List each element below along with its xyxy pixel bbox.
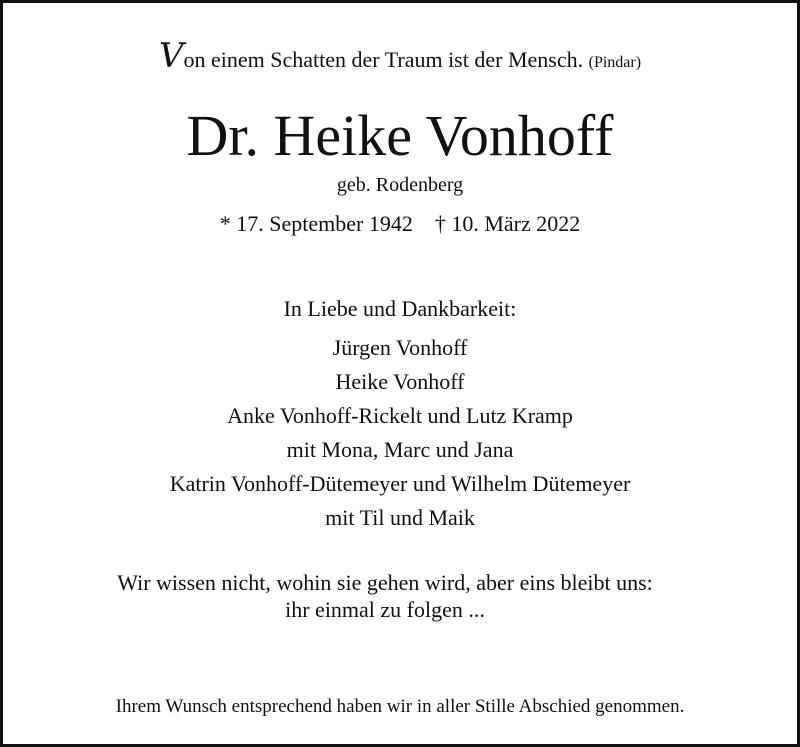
closing-quote-line: Wir wissen nicht, wohin sie gehen wird, aber eins bleibt uns:: [117, 570, 653, 595]
closing-quote-line: ihr einmal zu folgen ...: [285, 597, 485, 622]
family-member: Anke Vonhoff-Rickelt und Lutz Kramp: [227, 403, 573, 428]
family-member: Jürgen Vonhoff: [332, 335, 468, 360]
motto-source: (Pindar): [588, 54, 642, 71]
motto-text: on einem Schatten der Traum ist der Mensch.: [183, 47, 584, 72]
family-member: Heike Vonhoff: [335, 369, 465, 394]
deceased-name: Dr. Heike Vonhoff: [186, 103, 614, 168]
family-member: Katrin Vonhoff-Dütemeyer und Wilhelm Dütemeyer: [169, 471, 631, 496]
family-member: mit Til und Maik: [325, 505, 475, 530]
final-note: Ihrem Wunsch entsprechend haben wir in aller Stille Abschied genommen.: [115, 696, 685, 717]
death-date: † 10. März 2022: [434, 211, 581, 236]
motto-initial: V: [158, 36, 184, 76]
motto-quote: [3, 36, 797, 76]
life-dates: [3, 213, 797, 235]
birth-date: * 17. September 1942: [219, 211, 413, 236]
birth-name: geb. Rodenberg: [336, 174, 464, 196]
family-intro: In Liebe und Dankbarkeit:: [283, 296, 517, 321]
family-member: mit Mona, Marc und Jana: [286, 437, 514, 462]
